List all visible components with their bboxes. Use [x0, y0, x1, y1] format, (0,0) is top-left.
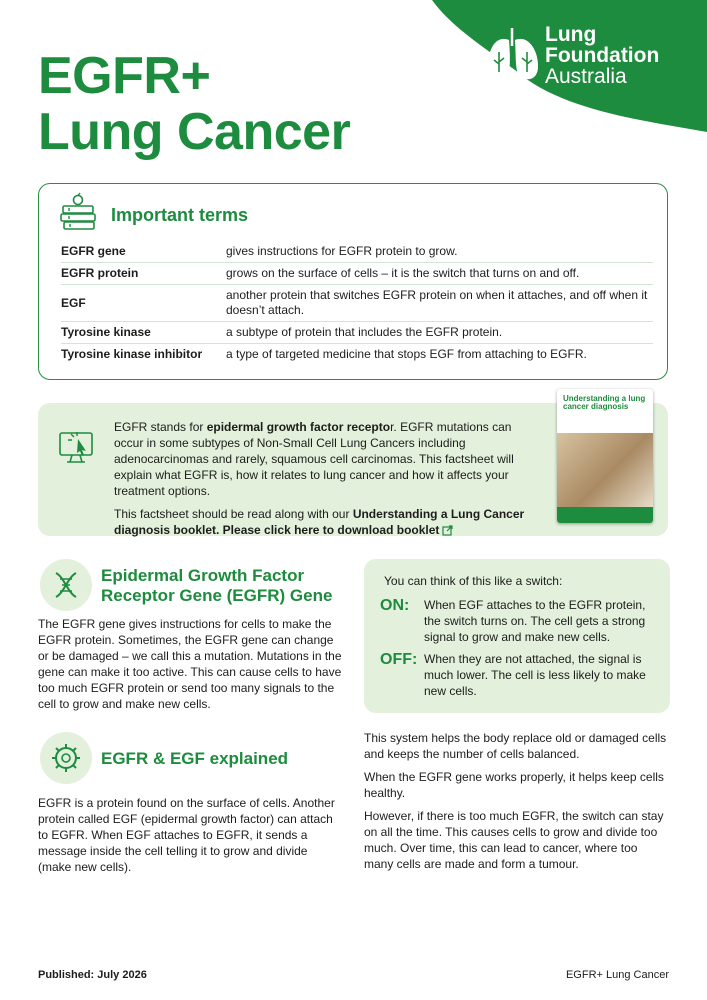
external-link-icon[interactable] — [442, 525, 453, 536]
section2-body — [38, 795, 343, 882]
terms-row — [61, 322, 653, 344]
right-paragraph-1: This system helps the body replace old or damaged cells and keeps the number of cells balanced. — [364, 731, 667, 761]
dna-icon-circle — [40, 559, 92, 611]
intro-p1-bold: epidermal growth factor recepto — [206, 420, 391, 434]
title-line-2: Lung Cancer — [38, 103, 351, 161]
section1-heading-line-2: Receptor Gene (EGFR) Gene — [101, 586, 333, 605]
section1-body — [38, 616, 343, 719]
section1-heading-line-1: Epidermal Growth Factor — [101, 566, 305, 585]
lungs-logo-icon — [485, 24, 541, 86]
section2-paragraph: EGFR is a protein found on the surface of cells. Another protein called EGF (epidermal growth factor) can attach to EGFR. When EGF attaches to EGFR, it sends a message inside the cell telling it to grow and divide (make new cells). — [38, 796, 335, 874]
cell-icon-circle — [40, 732, 92, 784]
terms-table — [61, 241, 653, 365]
terms-heading: Important terms — [111, 205, 249, 225]
computer-click-icon — [56, 425, 100, 469]
lung-foundation-logo[interactable] — [485, 24, 685, 88]
booklet-title: Understanding a lung cancer diagnosis — [563, 394, 646, 411]
switch-analogy-box — [364, 559, 670, 713]
cell-gear-icon — [40, 732, 92, 784]
intro-text — [114, 419, 544, 545]
dna-icon — [40, 559, 92, 611]
term-name: EGFR protein — [61, 266, 139, 280]
intro-p2-start: This factsheet should be read along with our — [114, 507, 353, 521]
term-definition: a type of targeted medicine that stops EGF from attaching to EGFR. — [226, 347, 587, 361]
term-name: EGFR gene — [61, 244, 126, 258]
terms-row — [61, 344, 653, 365]
terms-row — [61, 241, 653, 263]
off-label: OFF: — [380, 651, 418, 668]
booklet-cover-image[interactable] — [557, 389, 653, 523]
intro-box — [38, 394, 668, 537]
section-egfr-gene-heading — [101, 566, 332, 606]
title-line-1: EGFR+ — [38, 47, 211, 105]
term-definition: gives instructions for EGFR protein to grow. — [226, 244, 458, 258]
books-apple-icon — [57, 192, 99, 234]
on-text: When EGF attaches to the EGFR protein, the switch turns on. The cell gets a strong signal to grow and make new cells. — [424, 598, 646, 644]
term-definition: a subtype of protein that includes the EGFR protein. — [226, 325, 503, 339]
logo-line-2: Foundation — [545, 44, 660, 67]
logo-line-1: Lung — [545, 23, 597, 46]
term-name: Tyrosine kinase inhibitor — [61, 347, 203, 361]
important-terms-box — [38, 183, 668, 380]
booklet-footer-band — [557, 507, 653, 523]
term-definition: grows on the surface of cells – it is the switch that turns on and off. — [226, 266, 580, 280]
switch-intro: You can think of this like a switch: — [384, 574, 563, 588]
booklet-photo — [557, 433, 653, 507]
intro-p1-end: r. EGFR mutations can occur in some subtypes of Non-Small Cell Lung Cancers including adenocarcinomas and rarely, squamous cell carcinomas. This factsheet will explain what EGFR is, how it relates to lung cancer and how it affects your treatment options. — [114, 420, 514, 498]
switch-on-row — [380, 597, 660, 645]
terms-row — [61, 263, 653, 285]
intro-paragraph-2 — [114, 506, 544, 538]
intro-paragraph-1 — [114, 419, 544, 499]
intro-p1-start: EGFR stands for — [114, 420, 207, 434]
published-date: Published: July 2026 — [38, 969, 147, 981]
term-name: EGF — [61, 295, 86, 310]
switch-off-row — [380, 651, 660, 699]
on-label: ON: — [380, 597, 410, 614]
section1-paragraph: The EGFR gene gives instructions for cells to make the EGFR protein. Sometimes, the EGFR gene can change or be damaged – we call this a mutation. Mutations in the gene can make it too active. This can cause cells to have too much EGFR protein or send too many signals to the cell to grow and make new cells. — [38, 617, 342, 711]
right-column-text — [364, 730, 670, 879]
download-booklet-link[interactable]: Understanding a Lung Cancer diagnosis booklet. Please click here to download booklet — [114, 507, 525, 537]
page-title — [38, 48, 350, 160]
term-name: Tyrosine kinase — [61, 325, 151, 339]
logo-line-3: Australia — [545, 65, 627, 88]
document-name: EGFR+ Lung Cancer — [565, 969, 669, 981]
term-definition: another protein that switches EGFR protein on when it attaches, and off when it doesn’t attach. — [226, 288, 648, 317]
right-paragraph-2: When the EGFR gene works properly, it helps keep cells healthy. — [364, 770, 664, 800]
off-text: When they are not attached, the signal is much lower. The cell is less likely to make new cells. — [424, 652, 646, 698]
terms-row — [61, 285, 653, 322]
section-egfr-egf-heading: EGFR & EGF explained — [101, 749, 289, 768]
right-paragraph-3: However, if there is too much EGFR, the switch can stay on all the time. This causes cells to grow and divide too much. Over time, this can lead to cancer, where too many cells are made and form a tumour. — [364, 809, 664, 871]
